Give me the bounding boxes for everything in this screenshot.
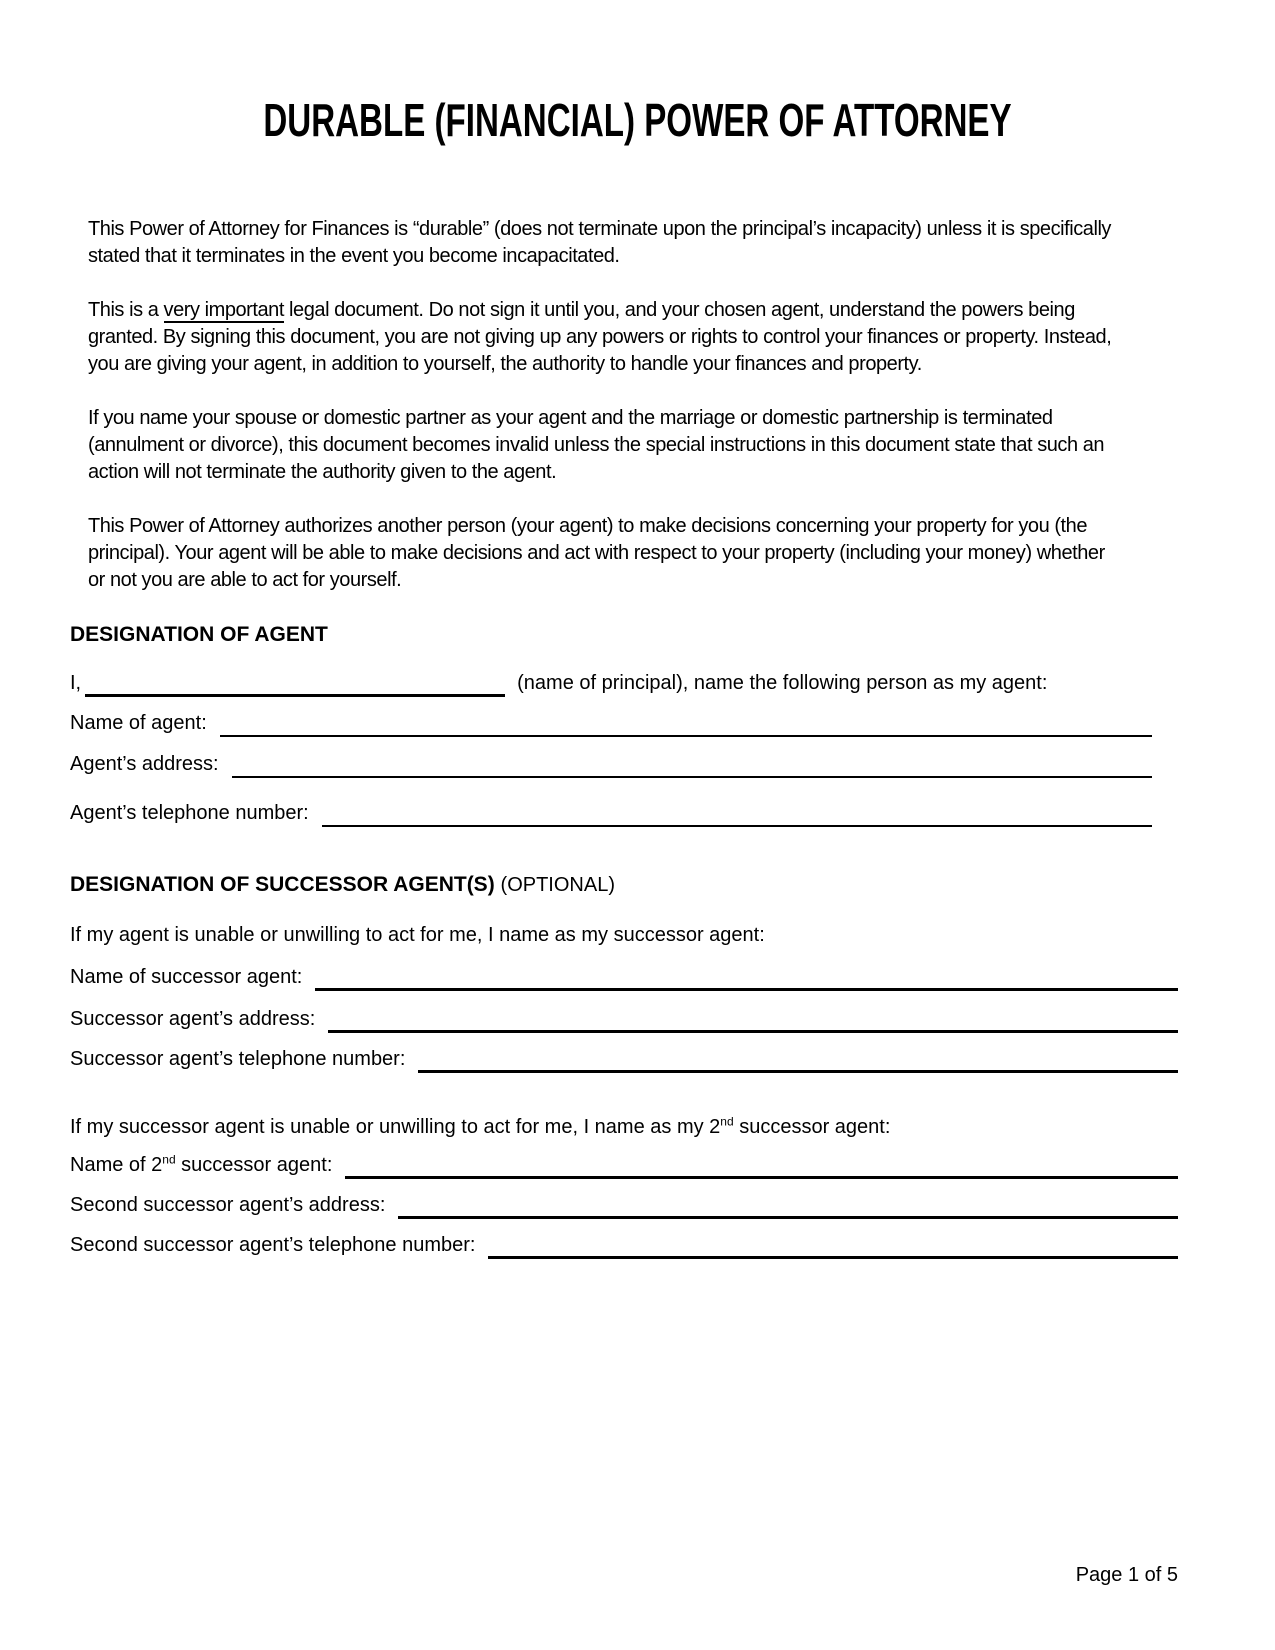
very-important-underlined-text: very important <box>163 299 284 321</box>
successor-phone-field[interactable] <box>418 1048 1178 1073</box>
intro-paragraph-1: This Power of Attorney for Finances is “durable” (does not terminate upon the principal’s incapacity) unless it is specifically stated that it terminates in the event you become incapacitated. <box>88 218 1111 267</box>
successor-address-label: Successor agent’s address: <box>70 1008 316 1030</box>
successor-name-label: Name of successor agent: <box>70 966 303 988</box>
second-successor-address-label: Second successor agent’s address: <box>70 1194 386 1216</box>
section-heading-successor-bold: DESIGNATION OF SUCCESSOR AGENT(S) <box>70 873 495 896</box>
intro-paragraph-2-post: legal document. Do not sign it until you, and your chosen agent, understand the powers being granted. By signing this document, you are not giving up any powers or rights to control your finances or property. Instead, you are giving your agent, in addition to yourself, the authority to handle your finances and property. <box>88 299 1112 375</box>
agent-address-field[interactable] <box>232 753 1152 778</box>
agent-name-label: Name of agent: <box>70 712 207 734</box>
successor-address-field[interactable] <box>328 1008 1178 1033</box>
intro-paragraph-2-pre: This is a <box>88 299 164 321</box>
second-successor-name-field[interactable] <box>345 1154 1178 1179</box>
principal-line-caption: (name of principal), name the following person as my agent: <box>517 672 1048 694</box>
second-successor-intro-pre: If my successor agent is unable or unwilling to act for me, I name as my 2 <box>70 1116 721 1138</box>
principal-name-row <box>70 670 1152 697</box>
second-successor-phone-field[interactable] <box>488 1234 1178 1259</box>
second-successor-name-row <box>70 1152 1178 1179</box>
section-heading-successor <box>70 871 1178 899</box>
second-successor-intro-post: successor agent: <box>733 1116 891 1138</box>
second-successor-phone-label: Second successor agent’s telephone number: <box>70 1234 476 1256</box>
intro-paragraph-3: If you name your spouse or domestic partner as your agent and the marriage or domestic partnership is terminated (annulment or divorce), this document becomes invalid unless the special instructions in this document state that such an action will not terminate the authority given to the agent. <box>88 407 1105 483</box>
agent-name-row <box>70 710 1152 737</box>
second-successor-name-label-post: successor agent: <box>175 1154 333 1176</box>
successor-phone-row <box>70 1046 1178 1073</box>
page-number: Page 1 of 5 <box>1075 1564 1178 1586</box>
successor-intro: If my agent is unable or unwilling to act for me, I name as my successor agent: <box>70 924 765 946</box>
successor-name-field[interactable] <box>315 966 1178 991</box>
agent-phone-row <box>70 800 1152 827</box>
document-body <box>70 216 1178 1259</box>
principal-label: I, <box>70 672 82 694</box>
page-title: DURABLE (FINANCIAL) POWER OF ATTORNEY <box>263 94 1012 146</box>
agent-phone-label: Agent’s telephone number: <box>70 802 309 824</box>
agent-phone-field[interactable] <box>322 802 1152 827</box>
second-successor-phone-row <box>70 1232 1178 1259</box>
section-heading-agent: DESIGNATION OF AGENT <box>70 623 328 646</box>
successor-phone-label: Successor agent’s telephone number: <box>70 1048 406 1070</box>
intro-paragraph-2 <box>88 297 1118 378</box>
agent-address-row <box>70 751 1152 778</box>
second-successor-address-row <box>70 1192 1178 1219</box>
second-successor-intro-sup: nd <box>720 1114 734 1129</box>
second-successor-name-label <box>70 1152 332 1179</box>
second-successor-address-field[interactable] <box>398 1194 1178 1219</box>
agent-address-label: Agent’s address: <box>70 753 219 775</box>
second-successor-intro <box>70 1114 1178 1141</box>
second-successor-name-label-pre: Name of 2 <box>70 1154 163 1176</box>
successor-name-row <box>70 964 1178 991</box>
section-heading-successor-optional: (OPTIONAL) <box>500 874 615 896</box>
second-successor-name-label-sup: nd <box>162 1152 176 1167</box>
intro-paragraph-4: This Power of Attorney authorizes another person (your agent) to make decisions concerning your property for you (the principal). Your agent will be able to make decisions and act with respect to your property (including your money) whether or not you are able to act for yourself. <box>88 515 1105 591</box>
successor-address-row <box>70 1006 1178 1033</box>
principal-name-field[interactable] <box>85 672 505 697</box>
agent-name-field[interactable] <box>220 712 1152 737</box>
